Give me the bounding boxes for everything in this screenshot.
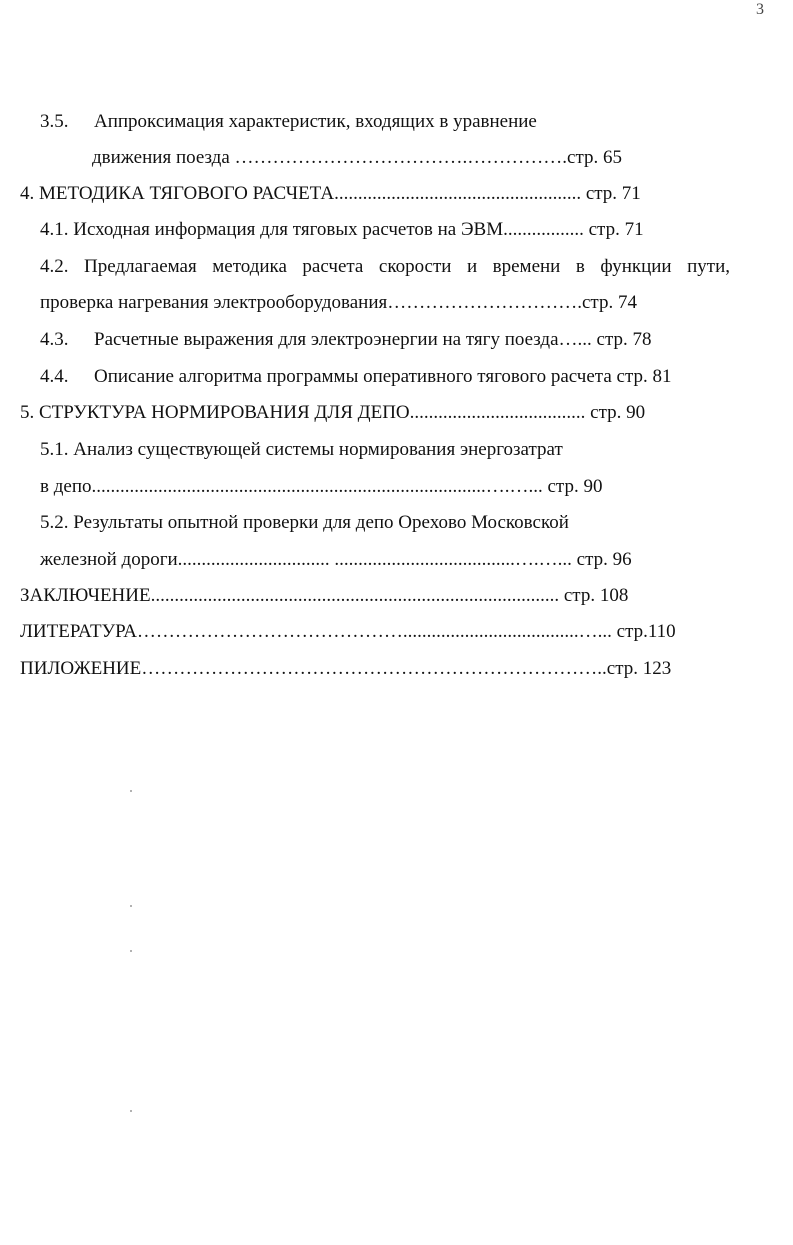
scan-speck	[130, 905, 132, 907]
scan-speck	[130, 1110, 132, 1112]
toc-5: 5. СТРУКТУРА НОРМИРОВАНИЯ ДЛЯ ДЕПО..................................... стр. 90	[20, 402, 646, 423]
page-number: 3	[756, 1, 764, 18]
toc-4-1: 4.1. Исходная информация для тяговых расчетов на ЭВМ................. стр. 71	[40, 219, 644, 240]
toc-conclusion: ЗАКЛЮЧЕНИЕ...................................................................................... стр. 108	[20, 585, 629, 606]
toc-5-2-line2: железной дороги................................ ......................................….…... стр. 96	[40, 549, 632, 570]
toc-4-3-title: Расчетные выражения для электроэнергии на тягу поезда…... стр. 78	[94, 329, 652, 350]
toc-5-1-line2: в депо...................................................................................….…... стр. 90	[40, 476, 603, 497]
toc-5-1-line1: 5.1. Анализ существующей системы нормирования энергозатрат	[40, 439, 563, 460]
toc-4: 4. МЕТОДИКА ТЯГОВОГО РАСЧЕТА.................................................... стр. 71	[20, 183, 641, 204]
toc-4-2-line2: проверка нагревания электрооборудования………………………….стр. 74	[40, 292, 637, 313]
toc-3-5-number: 3.5.	[40, 111, 69, 132]
toc-3-5-continuation: движения поезда ……………………………….…………….стр. 65	[92, 147, 622, 168]
toc-3-5-title: Аппроксимация характеристик, входящих в уравнение	[94, 111, 537, 132]
toc-4-3-number: 4.3.	[40, 329, 69, 350]
toc-5-2-line1: 5.2. Результаты опытной проверки для депо Орехово Московской	[40, 512, 569, 533]
toc-literature: ЛИТЕРАТУРА…………………………………….....................................…... стр.110	[20, 621, 676, 642]
toc-4-4-title: Описание алгоритма программы оперативного тягового расчета стр. 81	[94, 366, 672, 387]
toc-4-2-line1: 4.2. Предлагаемая методика расчета скорости и времени в функции пути,	[40, 256, 730, 277]
scan-speck	[130, 950, 132, 952]
toc-4-4-number: 4.4.	[40, 366, 69, 387]
scan-speck	[130, 790, 132, 792]
toc-appendix: ПИЛОЖЕНИЕ………………………………………………………………..стр. 123	[20, 658, 672, 679]
